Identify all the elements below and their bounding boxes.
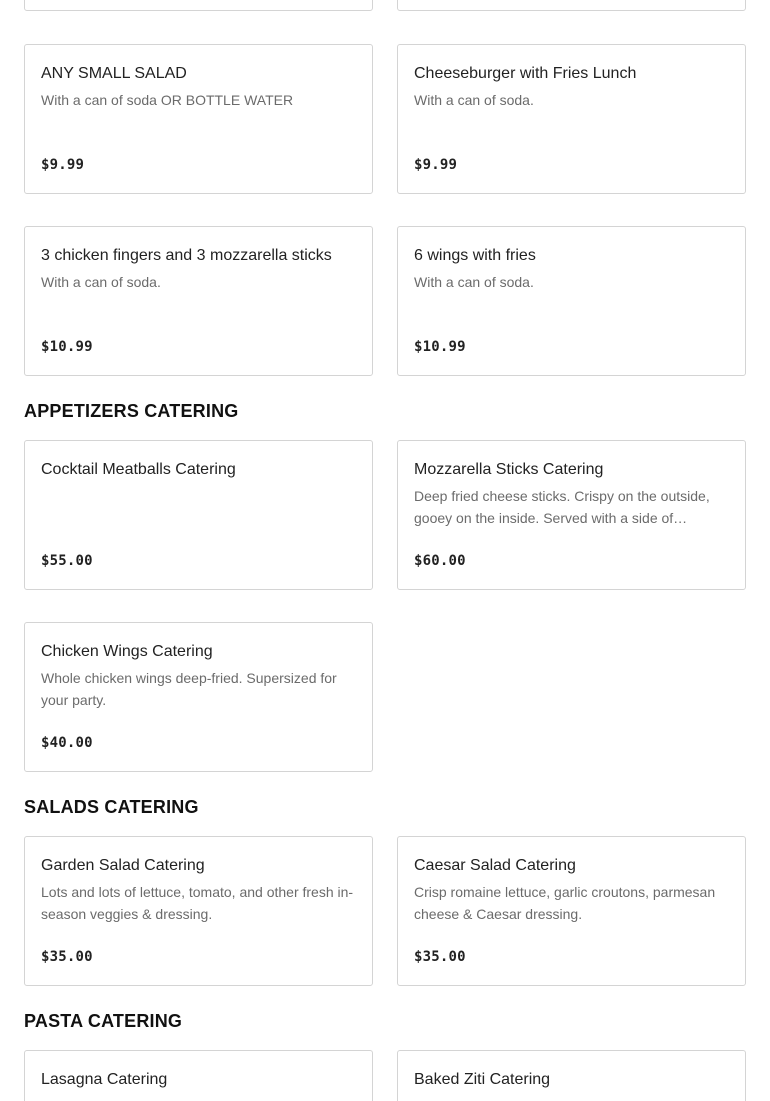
menu-item-name: Chicken Wings Catering (41, 643, 213, 660)
menu-item-card[interactable] (397, 44, 746, 194)
menu-item-card[interactable] (397, 0, 746, 11)
menu-item-price: $10.99 (41, 339, 93, 355)
section-title-appetizers: APPETIZERS CATERING (24, 401, 239, 421)
menu-item-name: 3 chicken fingers and 3 mozzarella sticks (41, 247, 332, 264)
menu-item-price: $9.99 (414, 157, 458, 173)
menu-item-name: Baked Ziti Catering (414, 1071, 551, 1088)
menu-item-price: $35.00 (41, 949, 93, 965)
menu-item-card[interactable] (397, 836, 746, 986)
menu-item-card[interactable] (24, 836, 373, 986)
menu-item-name: Cheeseburger with Fries Lunch (414, 65, 637, 82)
menu-item-card[interactable] (397, 440, 746, 590)
menu-item-price: $35.00 (414, 949, 466, 965)
menu-item-description: With a can of soda. (414, 92, 534, 108)
menu-item-card[interactable] (24, 440, 373, 590)
menu-item-description: With a can of soda. (41, 274, 161, 290)
section-title-salads: SALADS CATERING (24, 797, 199, 817)
menu-item-card[interactable] (24, 226, 373, 376)
menu-item-card[interactable] (24, 44, 373, 194)
section-title-pasta: PASTA CATERING (24, 1011, 183, 1031)
menu-item-card[interactable] (397, 1050, 746, 1101)
menu-item-description: Deep fried cheese sticks. Crispy on the outside, gooey on the inside. Served with a side of… (414, 488, 710, 526)
menu-item-card[interactable] (397, 226, 746, 376)
menu-item-name: Lasagna Catering (41, 1071, 168, 1088)
menu-item-name: ANY SMALL SALAD (41, 65, 187, 82)
menu-item-description: With a can of soda OR BOTTLE WATER (41, 92, 294, 108)
menu-item-name: Mozzarella Sticks Catering (414, 461, 604, 478)
menu-item-card[interactable] (24, 622, 373, 772)
menu-item-name: Cocktail Meatballs Catering (41, 461, 236, 478)
menu-item-name: Garden Salad Catering (41, 857, 205, 874)
menu-item-description: Crisp romaine lettuce, garlic croutons, parmesan cheese & Caesar dressing. (414, 884, 716, 922)
menu-item-price: $10.99 (414, 339, 466, 355)
menu-item-price: $40.00 (41, 735, 93, 751)
menu-item-name: Caesar Salad Catering (414, 857, 576, 874)
menu-item-description: Lots and lots of lettuce, tomato, and other fresh in-season veggies & dressing. (41, 884, 354, 922)
menu-item-price: $9.99 (41, 157, 85, 173)
menu-item-description: Whole chicken wings deep-fried. Supersized for your party. (41, 670, 337, 708)
menu-item-description: With a can of soda. (414, 274, 534, 290)
menu-item-price: $60.00 (414, 553, 466, 569)
menu-item-price: $55.00 (41, 553, 93, 569)
menu-item-card[interactable] (24, 0, 373, 11)
menu-item-name: 6 wings with fries (414, 247, 536, 264)
menu-item-card[interactable] (24, 1050, 373, 1101)
